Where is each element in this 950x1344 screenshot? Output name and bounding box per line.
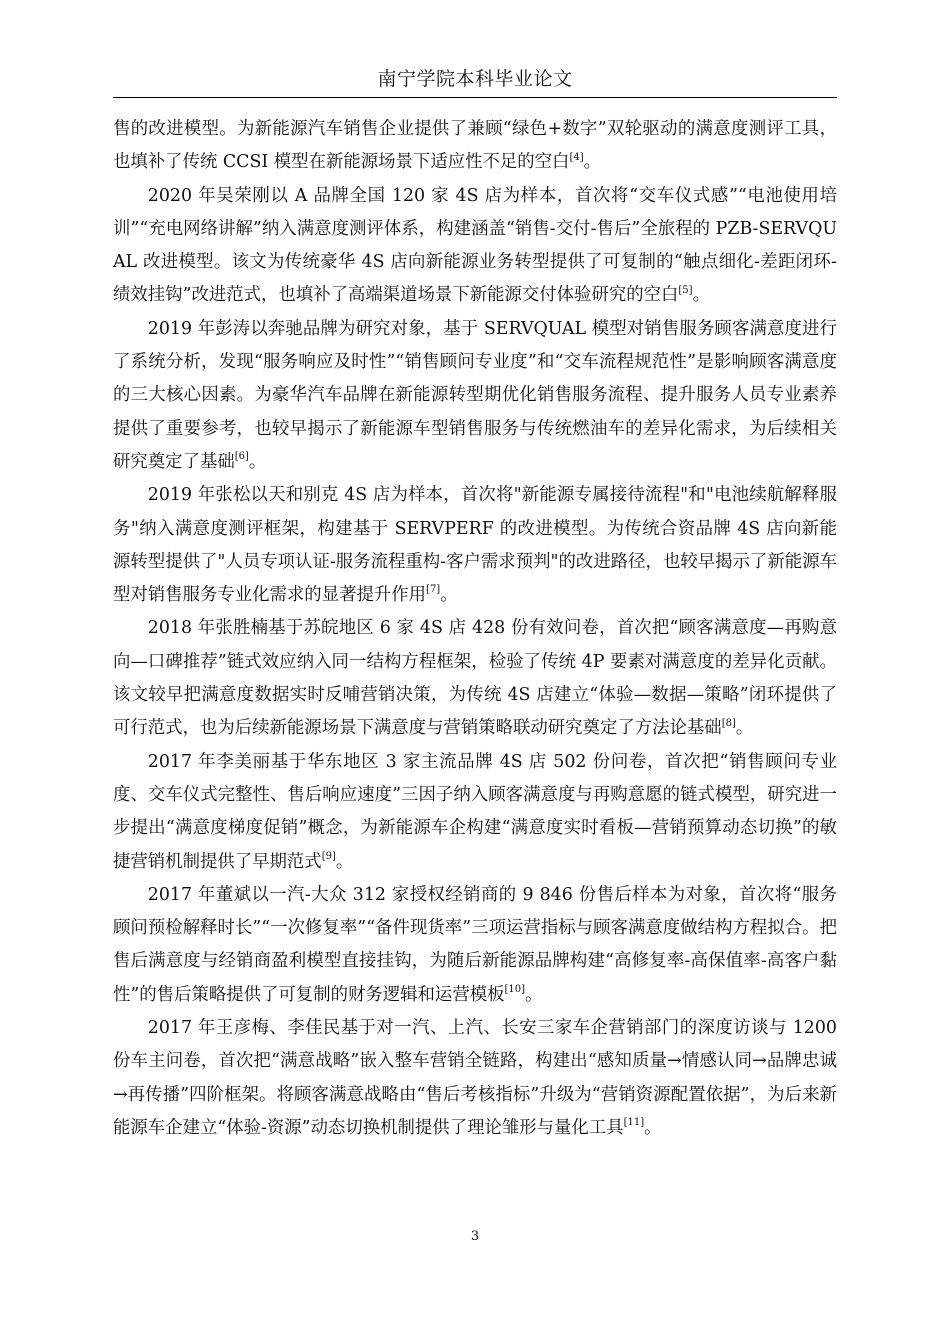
- paragraph: [113, 180, 837, 313]
- paragraph: [113, 879, 837, 1012]
- paragraph: [113, 113, 837, 180]
- citation: [5]: [678, 284, 693, 296]
- paragraph-tail: 。: [583, 152, 602, 173]
- paragraph-text: 售的改进模型。为新能源汽车销售企业提供了兼顾“绿色+数字”双轮驱动的满意度测评工具，也填补了传统 CCSI 模型在新能源场景下适应性不足的空白: [113, 119, 837, 173]
- paragraph-tail: 。: [525, 984, 543, 1005]
- paragraph-tail: 。: [335, 851, 354, 872]
- paragraph-text: 2019 年张松以天和别克 4S 店为样本，首次将"新能源专属接待流程"和"电池续航解释服务"纳入满意度测评框架，构建基于 SERVPERF 的改进模型。为传统合资品牌 4S 店向新能源转型提供了"人员专项认证-服务流程重构-客户需求预判"的改进路径，也较早揭示了新能源车型对销售服务专业化需求的显著提升作用: [113, 485, 837, 606]
- paragraph-tail: 。: [248, 451, 267, 472]
- paragraph: [113, 1012, 837, 1145]
- paragraph-text: 2019 年彭涛以奔驰品牌为研究对象，基于 SERVQUAL 模型对销售服务顾客满意度进行了系统分析，发现“服务响应及时性”“销售顾问专业度”和“交车流程规范性”是影响顾客满意度的三大核心因素。为豪华汽车品牌在新能源转型期优化销售服务流程、提升服务人员专业素养提供了重要参考，也较早揭示了新能源车型销售服务与传统燃油车的差异化需求，为后续相关研究奠定了基础: [113, 318, 837, 472]
- paragraph-text: 2020 年吴荣刚以 A 品牌全国 120 家 4S 店为样本，首次将“交车仪式感”“电池使用培训”“充电网络讲解”纳入满意度测评体系，构建涵盖“销售-交付-售后”全旅程的 PZB-SERVQUAL 改进模型。该文为传统豪华 4S 店向新能源业务转型提供了可复制的“触点细化-差距闭环-绩效挂钩”改进范式，也填补了高端渠道场景下新能源交付体验研究的空白: [113, 185, 837, 306]
- paragraph-text: 2017 年董斌以一汽-大众 312 家授权经销商的 9 846 份售后样本为对象，首次将“服务顾问预检解释时长”“一次修复率”“备件现货率”三项运营指标与顾客满意度做结构方程拟合。把售后满意度与经销商盈利模型直接挂钩，为随后新能源品牌构建“高修复率-高保值率-高客户黏性”的售后策略提供了可复制的财务逻辑和运营模板: [113, 884, 837, 1005]
- body-text: [113, 113, 837, 1145]
- paragraph: [113, 479, 837, 612]
- page-number: 3: [470, 1229, 480, 1244]
- paragraph: [113, 313, 837, 479]
- citation: [4]: [569, 151, 584, 163]
- citation: [9]: [321, 850, 336, 862]
- paragraph-tail: 。: [692, 285, 710, 306]
- citation: [6]: [234, 451, 249, 463]
- paragraph-text: 2017 年李美丽基于华东地区 3 家主流品牌 4S 店 502 份问卷，首次把“销售顾问专业度、交车仪式完整性、售后响应速度”三因子纳入顾客满意度与再购意愿的链式模型，研究进一步提出“满意度梯度促销”概念，为新能源车企构建“满意度实时看板—营销预算动态切换”的敏捷营销机制提供了早期范式: [113, 751, 837, 872]
- paragraph-text: 2018 年张胜楠基于苏皖地区 6 家 4S 店 428 份有效问卷，首次把“顾客满意度—再购意向—口碑推荐”链式效应纳入同一结构方程框架，检验了传统 4P 要素对满意度的差异化贡献。该文较早把满意度数据实时反哺营销决策，为传统 4S 店建立“体验—数据—策略”闭环提供了可行范式，也为后续新能源场景下满意度与营销策略联动研究奠定了方法论基础: [113, 618, 837, 739]
- paragraph-text: 2017 年王彦梅、李佳民基于对一汽、上汽、长安三家车企营销部门的深度访谈与 1200 份车主问卷，首次把“满意战略”嵌入整车营销全链路，构建出“感知质量→情感认同→品牌忠诚→再传播”四阶框架。将顾客满意战略由“售后考核指标”升级为“营销资源配置依据”，为后来新能源车企建立“体验-资源”动态切换机制提供了理论雏形与量化工具: [113, 1018, 837, 1138]
- citation: [11]: [623, 1117, 645, 1129]
- paragraph: [113, 746, 837, 879]
- running-header: 南宁学院本科毕业论文: [377, 68, 573, 90]
- citation: [7]: [426, 584, 441, 596]
- paragraph: [113, 612, 837, 745]
- citation: [8]: [721, 717, 736, 729]
- header-rule: [113, 97, 837, 98]
- citation: [10]: [504, 983, 526, 995]
- paragraph-tail: 。: [644, 1117, 662, 1138]
- paragraph-tail: 。: [735, 718, 754, 739]
- paragraph-tail: 。: [440, 585, 458, 606]
